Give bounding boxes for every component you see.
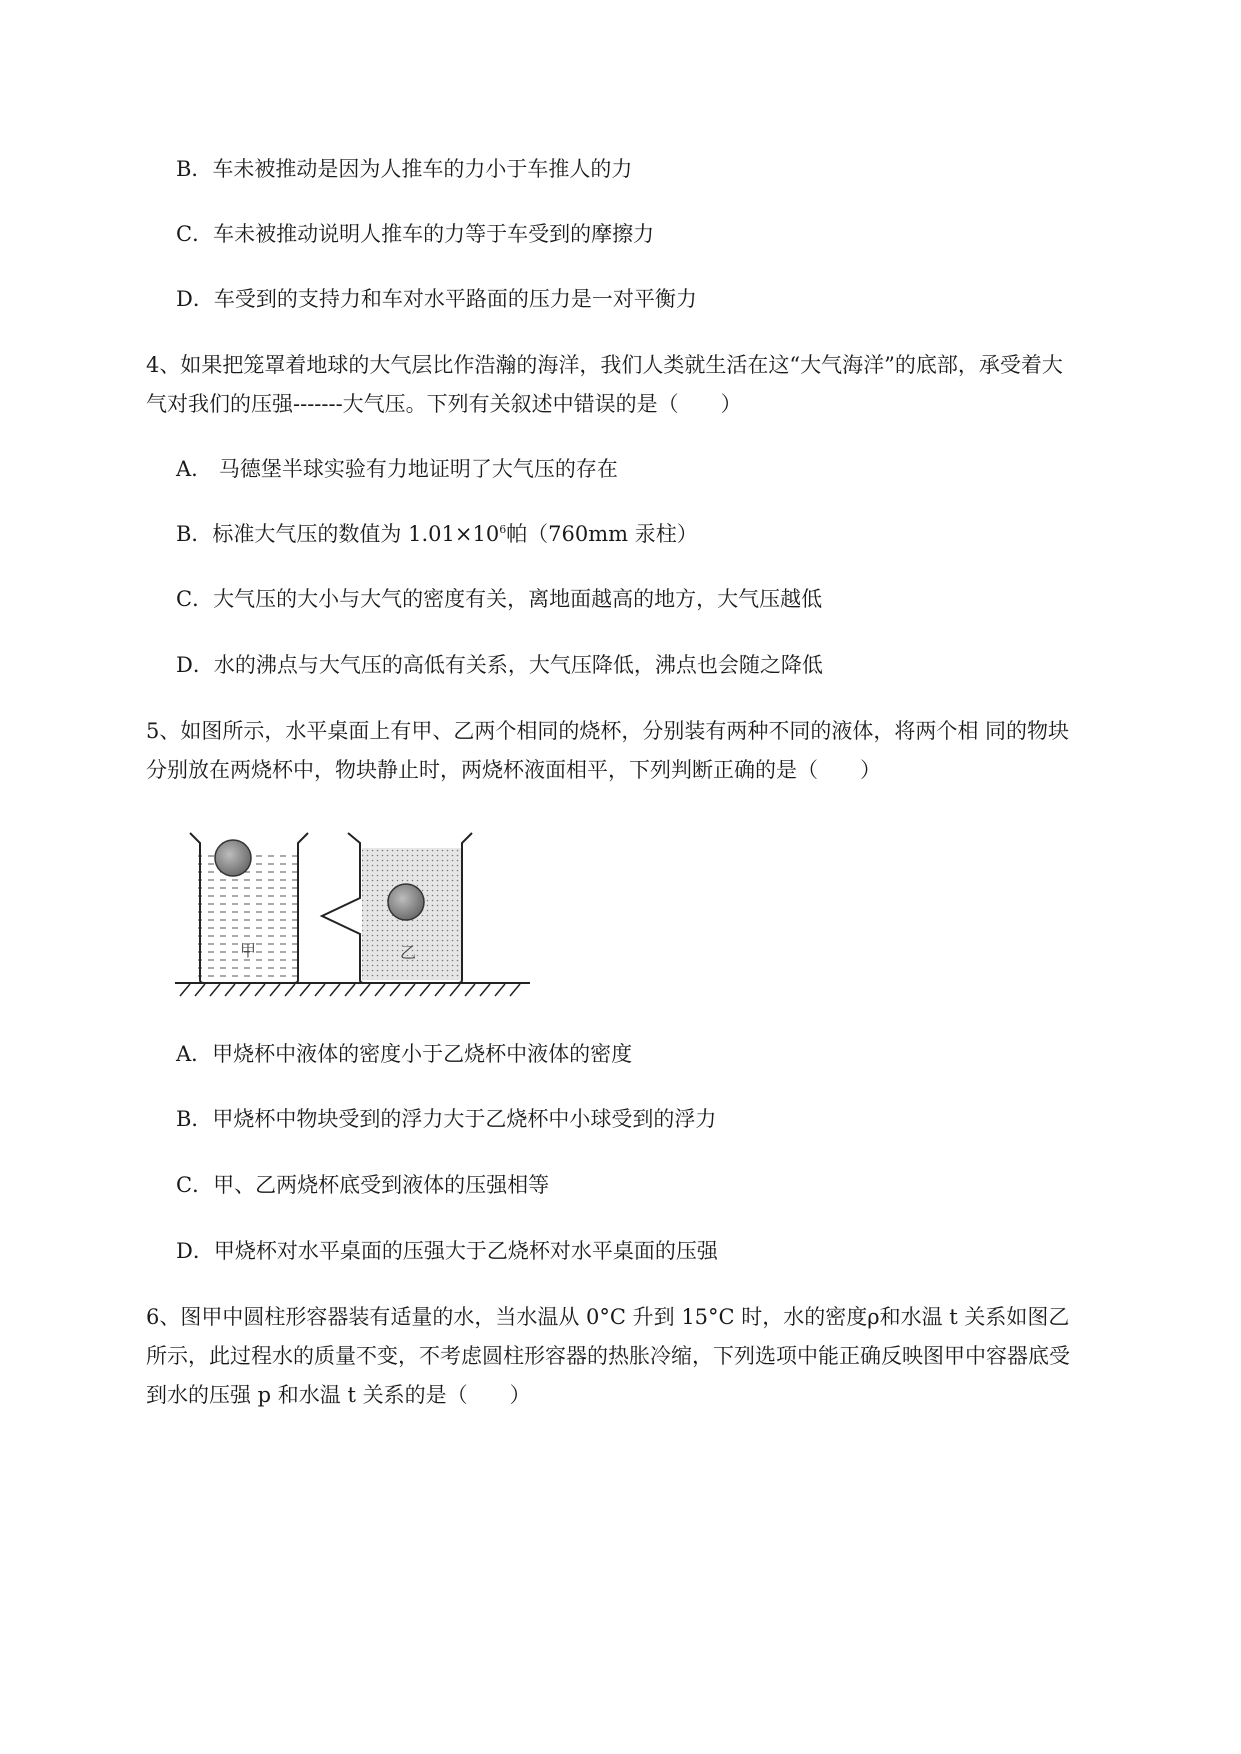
q6-stem-line3: 到水的压强 p 和水温 t 关系的是（ ） <box>146 1383 531 1407</box>
q5-option-d: D．甲烧杯对水平桌面的压强大于乙烧杯对水平桌面的压强 <box>176 1239 718 1263</box>
beaker-label-right: 乙 <box>400 943 417 962</box>
q4-option-b-pre: B．标准大气压的数值为 1.01×10 <box>176 522 500 546</box>
q5-option-c: C．甲、乙两烧杯底受到液体的压强相等 <box>176 1173 550 1197</box>
q4-option-b-post: 帕（760mm 汞柱） <box>506 522 698 546</box>
q4-option-d: D．水的沸点与大气压的高低有关系，大气压降低，沸点也会随之降低 <box>176 653 823 677</box>
q6-stem-line2: 所示，此过程水的质量不变，不考虑圆柱形容器的热胀冷缩，下列选项中能正确反映图甲中容器底受 <box>146 1344 1070 1368</box>
q3-option-b: B．车未被推动是因为人推车的力小于车推人的力 <box>176 157 633 181</box>
beaker-left <box>190 833 308 983</box>
q5-stem-line2: 分别放在两烧杯中，物块静止时，两烧杯液面相平，下列判断正确的是（ ） <box>146 758 881 782</box>
block-right <box>388 884 424 920</box>
beaker-label-left: 甲 <box>240 941 257 960</box>
table-hatching <box>180 984 520 996</box>
beakers-figure <box>170 828 540 1008</box>
q4-option-b-exponent: 6 <box>499 523 507 536</box>
q5-option-a: A．甲烧杯中液体的密度小于乙烧杯中液体的密度 <box>176 1042 633 1066</box>
q6-stem-line1: 6、图甲中圆柱形容器装有适量的水，当水温从 0°C 升到 15°C 时，水的密度ρ和水温 t 关系如图乙 <box>146 1305 1070 1329</box>
q5-option-b: B．甲烧杯中物块受到的浮力大于乙烧杯中小球受到的浮力 <box>176 1107 717 1131</box>
q4-option-a: A. 马德堡半球实验有力地证明了大气压的存在 <box>176 457 618 481</box>
q3-option-d: D．车受到的支持力和车对水平路面的压力是一对平衡力 <box>176 287 697 311</box>
q4-stem-line1: 4、如果把笼罩着地球的大气层比作浩瀚的海洋，我们人类就生活在这“大气海洋”的底部，承受着大 <box>146 353 1063 377</box>
q3-option-c: C．车未被推动说明人推车的力等于车受到的摩擦力 <box>176 222 655 246</box>
q4-stem-line2: 气对我们的压强-------大气压。下列有关叙述中错误的是（ ） <box>146 392 742 416</box>
beaker-right <box>322 833 472 983</box>
q4-option-b <box>176 519 698 549</box>
q5-stem-line1: 5、如图所示，水平桌面上有甲、乙两个相同的烧杯，分别装有两种不同的液体，将两个相 同的物块 <box>146 719 1070 743</box>
block-left <box>215 840 251 876</box>
q4-option-c: C．大气压的大小与大气的密度有关，离地面越高的地方，大气压越低 <box>176 587 823 611</box>
